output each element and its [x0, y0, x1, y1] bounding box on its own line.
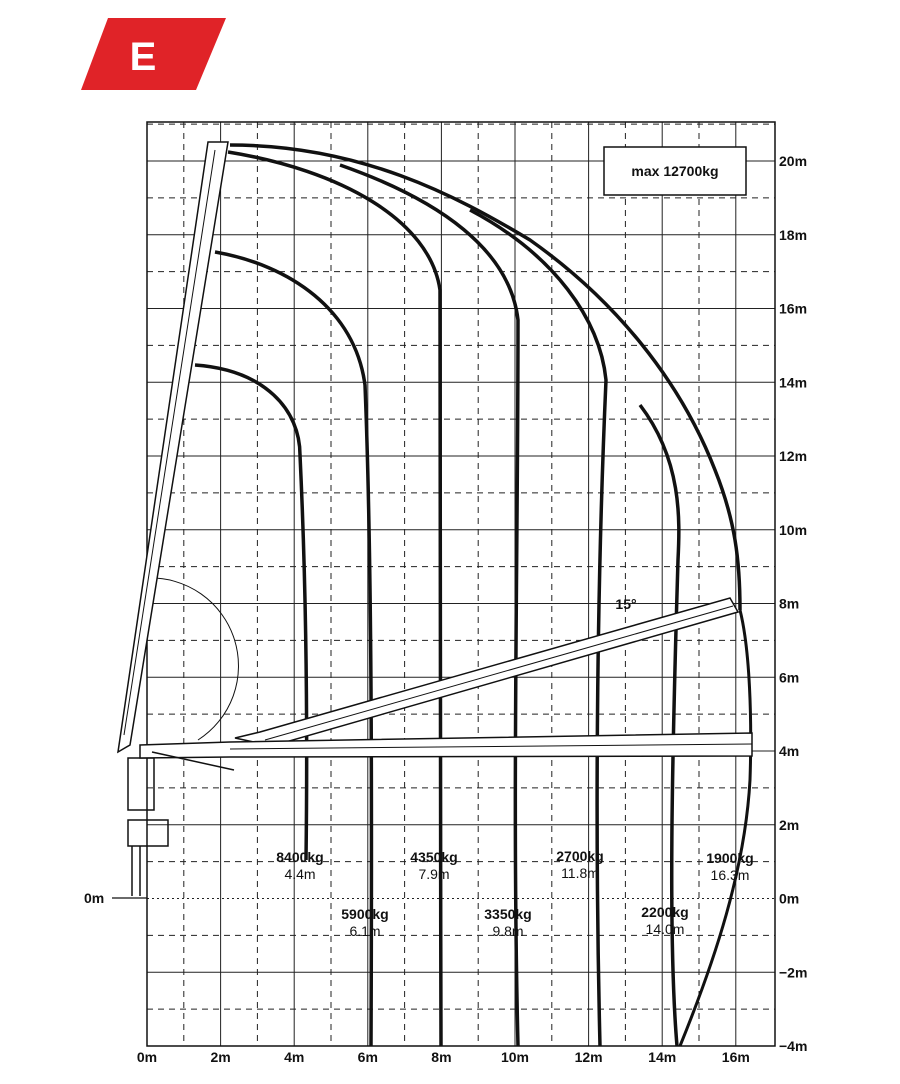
y-tick-label: 8m	[779, 595, 800, 612]
crane-column	[128, 758, 154, 810]
y-tick-label: 20m	[779, 153, 808, 169]
y-tick-label: 14m	[779, 374, 808, 391]
x-tick-label: 14m	[648, 1049, 677, 1065]
y-tick-label: 18m	[779, 226, 808, 243]
y-tick-label: 12m	[779, 448, 808, 464]
slewing-arc	[147, 578, 238, 740]
boom-horizontal	[140, 733, 752, 770]
y-tick-label: 10m	[779, 521, 808, 538]
y-tick-label: 2m	[779, 816, 800, 833]
outer-envelope-lower-curve	[680, 610, 754, 1046]
zone-load-label: 1900kg	[706, 850, 754, 866]
y-tick-label: 4m	[779, 743, 800, 759]
crane-column-plate	[128, 820, 168, 846]
zone-load-label: 2700kg	[556, 848, 604, 864]
y-tick-label-left: 0m	[84, 890, 105, 906]
badge-letter: E	[129, 35, 157, 79]
zone-load-label: 2200kg	[641, 904, 689, 920]
x-tick-label: 6m	[357, 1049, 378, 1065]
x-tick-label: 8m	[431, 1049, 452, 1065]
boom-vertical-outer	[118, 142, 228, 752]
curve-4-4m	[195, 365, 307, 860]
angle-label: 15°	[615, 596, 637, 612]
x-tick-label: 4m	[284, 1049, 305, 1065]
zone-load-label: 8400kg	[276, 849, 324, 865]
zone-reach-label: 6.1m	[349, 923, 381, 939]
y-tick-label: 0m	[779, 890, 800, 907]
boom-vertical	[118, 142, 228, 752]
zone-reach-label: 11.8m	[561, 865, 599, 881]
x-tick-label: 0m	[136, 1049, 158, 1065]
y-tick-label: 16m	[779, 300, 808, 317]
x-tick-label: 16m	[721, 1049, 750, 1065]
y-tick-label: 6m	[779, 669, 800, 686]
y-tick-label: −2m	[779, 964, 808, 981]
zone-load-label: 3350kg	[484, 906, 532, 922]
curve-14-0m	[640, 405, 679, 1046]
zone-reach-label: 4.4m	[284, 866, 316, 882]
x-tick-label: 12m	[574, 1049, 603, 1065]
max-load-label: max 12700kg	[631, 163, 719, 179]
curve-7-9m	[228, 152, 441, 1046]
y-tick-label: −4m	[779, 1038, 808, 1054]
x-tick-label: 2m	[210, 1049, 231, 1065]
boom-horizontal-outer	[140, 733, 752, 758]
zone-reach-label: 9.8m	[492, 923, 524, 939]
zone-reach-label: 7.9m	[418, 866, 450, 882]
boom-15deg-inner	[265, 606, 733, 740]
zone-reach-label: 14.0m	[645, 921, 685, 937]
outer-envelope-curve	[230, 145, 740, 610]
zone-load-label: 4350kg	[410, 849, 458, 865]
crane-base	[128, 758, 168, 896]
x-tick-label: 10m	[500, 1049, 530, 1065]
zone-load-label: 5900kg	[341, 906, 389, 922]
x-axis-ticks	[137, 1049, 750, 1065]
boom-vertical-inner	[124, 150, 215, 735]
curve-6-1m	[215, 252, 371, 1046]
zone-reach-label: 16.3m	[710, 867, 750, 883]
